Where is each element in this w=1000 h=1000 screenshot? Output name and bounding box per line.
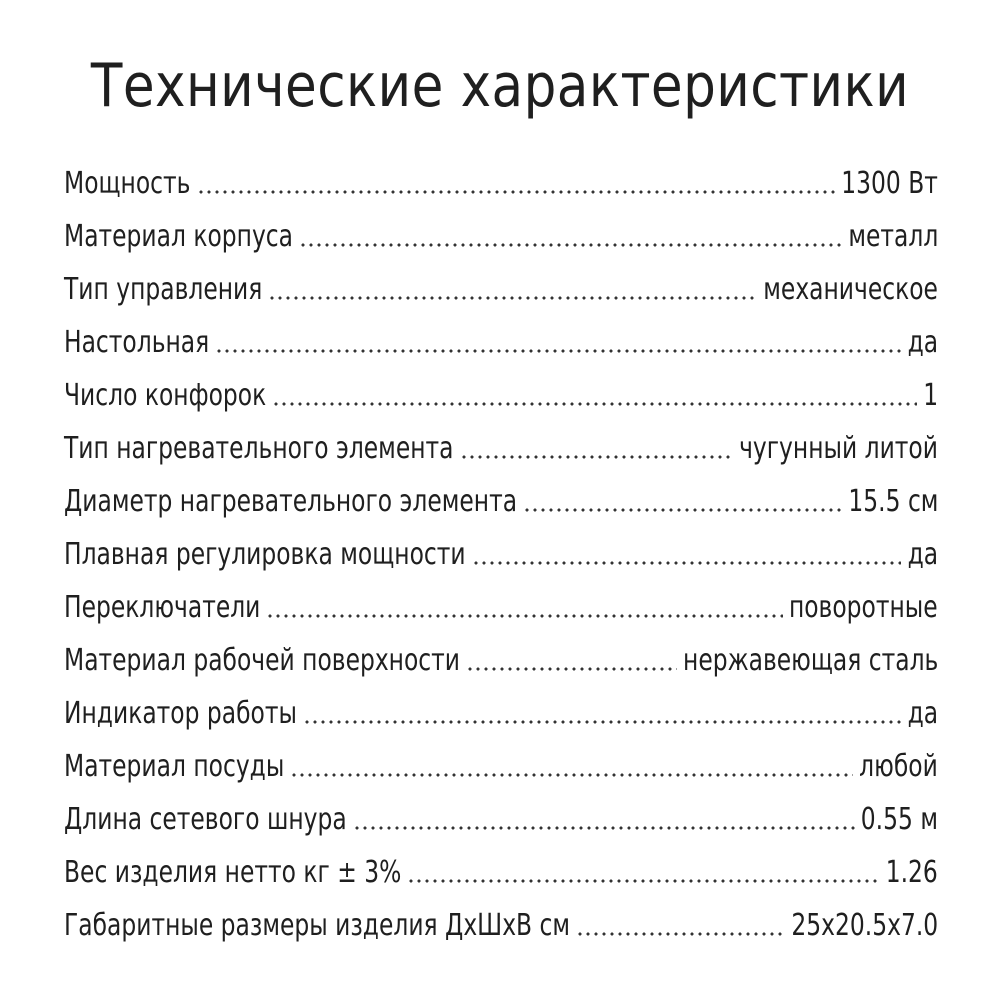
spec-label: Мощность — [64, 166, 191, 201]
dot-leader — [290, 773, 853, 777]
spec-label: Материал рабочей поверхности — [64, 643, 460, 678]
spec-value: 0.55 м — [860, 802, 938, 837]
spec-label: Материал посуды — [64, 749, 285, 784]
spec-value: 25x20.5x7.0 — [791, 908, 938, 943]
spec-value: металл — [848, 219, 938, 254]
dot-leader — [272, 402, 917, 406]
spec-label: Материал корпуса — [64, 219, 294, 254]
spec-row — [64, 313, 938, 367]
spec-label: Переключатели — [64, 590, 261, 625]
spec-value: чугунный литой — [739, 431, 938, 466]
spec-row — [64, 154, 938, 208]
spec-row — [64, 578, 938, 632]
spec-row — [64, 684, 938, 738]
dot-leader — [266, 614, 783, 618]
spec-value: да — [907, 325, 938, 360]
spec-row — [64, 419, 938, 473]
dot-leader — [299, 243, 842, 247]
spec-value: 1 — [923, 378, 938, 413]
spec-value: да — [907, 537, 938, 572]
spec-label: Тип нагревательного элемента — [64, 431, 454, 466]
spec-value: да — [907, 696, 938, 731]
spec-label: Диаметр нагревательного элемента — [64, 484, 518, 519]
dot-leader — [407, 879, 880, 883]
dot-leader — [215, 349, 901, 353]
spec-label: Габаритные размеры изделия ДхШхВ см — [64, 908, 571, 943]
spec-row — [64, 260, 938, 314]
spec-label: Длина сетевого шнура — [64, 802, 347, 837]
spec-label: Настольная — [64, 325, 210, 360]
spec-value: поворотные — [789, 590, 938, 625]
dot-leader — [523, 508, 842, 512]
dot-leader — [353, 826, 855, 830]
dot-leader — [466, 667, 677, 671]
spec-value: 15.5 см — [847, 484, 938, 519]
spec-value: 1.26 — [885, 855, 938, 890]
spec-value: механическое — [763, 272, 938, 307]
spec-row — [64, 790, 938, 844]
spec-value: нержавеющая сталь — [682, 643, 938, 678]
spec-row — [64, 472, 938, 526]
spec-label: Плавная регулировка мощности — [64, 537, 466, 572]
spec-label: Число конфорок — [64, 378, 267, 413]
spec-label: Индикатор работы — [64, 696, 297, 731]
spec-row — [64, 896, 938, 950]
spec-row — [64, 366, 938, 420]
dot-leader — [576, 932, 785, 936]
dot-leader — [268, 296, 757, 300]
spec-row — [64, 843, 938, 897]
spec-label: Тип управления — [64, 272, 263, 307]
dot-leader — [472, 561, 902, 565]
spec-row — [64, 525, 938, 579]
spec-value: 1300 Вт — [841, 166, 938, 201]
spec-row — [64, 631, 938, 685]
spec-label: Вес изделия нетто кг ± 3% — [64, 855, 402, 890]
spec-row — [64, 737, 938, 791]
dot-leader — [303, 720, 902, 724]
spec-value: любой — [859, 749, 938, 784]
page-title: Технические характеристики — [90, 51, 910, 121]
spec-row — [64, 207, 938, 261]
dot-leader — [460, 455, 734, 459]
dot-leader — [197, 190, 836, 194]
